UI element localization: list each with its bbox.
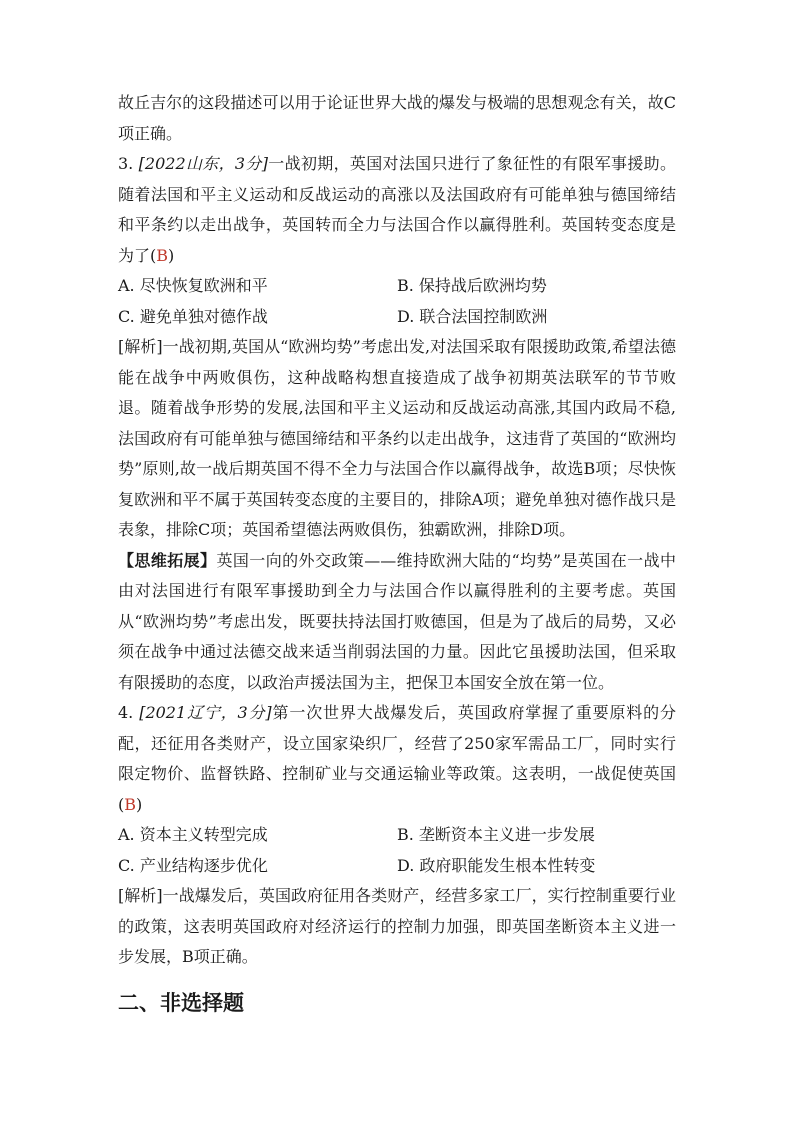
question-4 [118, 698, 676, 973]
option-d: D. 联合法国控制欧洲 [397, 306, 548, 326]
option-a: A. 尽快恢复欧洲和平 [118, 276, 268, 295]
question-4-answer: B [124, 794, 137, 814]
question-3-answer: B [156, 245, 169, 265]
option-c: C. 避免单独对德作战 [118, 306, 268, 326]
extension-label: 【思维拓展】 [118, 550, 217, 570]
option-a: A. 资本主义转型完成 [118, 825, 268, 844]
question-4-stem [118, 698, 676, 820]
option-b: B. 垄断资本主义进一步发展 [397, 825, 595, 844]
question-4-number: 4. [118, 703, 134, 722]
question-3 [118, 149, 676, 698]
section-heading: 二、非选择题 [118, 990, 244, 1015]
question-4-stem-end: ) [136, 794, 143, 814]
question-3-analysis: [解析]一战初期,英国从“欧洲均势”考虑出发,对法国采取有限援助政策,希望法德能在战争中两败俱伤，这种战略构想直接造成了战争初期英法联军的节节败退。随着战争形势的发展,法国和平主义运动和反战运动高涨,其国内政局不稳,法国政府有可能单独与德国缔结和平条约以走出战争，这违背了英国的“欧洲均势”原则,故一战后期英国不得不全力与法国合作以赢得战争，故选B项；尽快恢复欧洲和平不属于英国转变态度的主要目的，排除A项；避免单独对德作战只是表象，排除C项；英国希望德法两败俱伤，独霸欧洲，排除D项。 [118, 337, 676, 539]
question-4-source: [2021辽宁，3分] [139, 703, 272, 722]
question-4-analysis: [解析]一战爆发后，英国政府征用各类财产，经营多家工厂，实行控制重要行业的政策，这表明英国政府对经济运行的控制力加强，即英国垄断资本主义进一步发展，B项正确。 [118, 886, 676, 966]
question-3-extension [118, 546, 676, 699]
question-3-options [118, 271, 676, 332]
question-3-stem-end: ) [168, 245, 175, 265]
option-d: D. 政府职能发生根本性转变 [397, 855, 596, 875]
question-4-options [118, 820, 676, 881]
option-b: B. 保持战后欧洲均势 [397, 276, 547, 295]
question-3-number: 3. [118, 154, 134, 173]
question-3-stem [118, 149, 676, 271]
question-4-text: 第一次世界大战爆发后，英国政府掌握了重要原料的分配，还征用各类财产，设立国家染织厂，经营了250家军需品工厂，同时实行限定物价、监督铁路、控制矿业与交通运输业等政策。这表明，一战促使英国( [118, 703, 676, 814]
question-3-source: [2022山东，3分] [138, 154, 268, 173]
intro-paragraph: 故丘吉尔的这段描述可以用于论证世界大战的爆发与极端的思想观念有关，故C项正确。 [118, 93, 676, 143]
extension-text: 英国一向的外交政策——维持欧洲大陆的“均势”是英国在一战中由对法国进行有限军事援助到全力与法国合作以赢得胜利的主要考虑。英国从“欧洲均势”考虑出发，既要扶持法国打败德国，但是为了战后的局势，又必须在战争中通过法德交战来适当削弱法国的力量。因此它虽援助法国，但采取有限援助的态度，以政治声援法国为主，把保卫本国安全放在第一位。 [118, 550, 676, 692]
question-3-text: 一战初期，英国对法国只进行了象征性的有限军事援助。随着法国和平主义运动和反战运动的高涨以及法国政府有可能单独与德国缔结和平条约以走出战争，英国转而全力与法国合作以赢得胜利。英国转变态度是为了( [118, 154, 676, 265]
option-c: C. 产业结构逐步优化 [118, 855, 268, 875]
